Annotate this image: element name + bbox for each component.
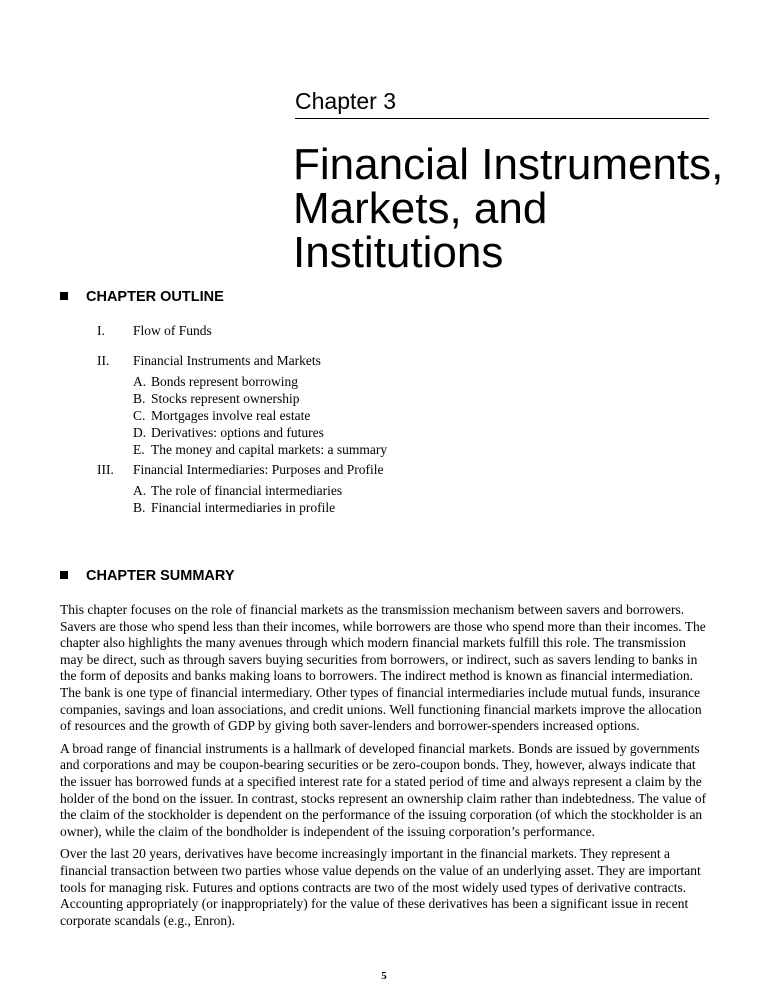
outline-item-text: Financial Intermediaries: Purposes and Profile [133, 462, 384, 477]
outline-item-number: III. [97, 462, 114, 477]
outline-subitem-text: Derivatives: options and futures [151, 425, 324, 440]
outline-item-text: Financial Instruments and Markets [133, 353, 321, 368]
outline-subitem-text: Financial intermediaries in profile [151, 500, 336, 515]
outline-subitem-letter: D. [133, 425, 147, 440]
outline-subitem [133, 373, 697, 390]
outline-subitem-text: Stocks represent ownership [151, 391, 300, 406]
chapter-title-line: Financial Instruments, [293, 140, 724, 189]
outline-subitem-letter: E. [133, 442, 145, 457]
outline-subitem-letter: A. [133, 374, 147, 389]
summary-paragraph: A broad range of financial instruments is a hallmark of developed financial markets. Bonds are issued by governments and corporations and may be coupon-bearing securities or be zero-coupon bonds. They, however, always indicate that the issuer has borrowed funds at a specified interest rate for a stated period of time and always represent a claim by the holder of the bond on the issuer. In contrast, stocks represent an ownership claim rather than indebtedness. The value of the claim of the stockholder is dependent on the performance of the issuing corporation (of which the stockholder is an owner), while the claim of the bondholder is independent of the issuing corporation’s performance. [60, 740, 707, 839]
square-bullet-icon [60, 571, 68, 579]
page-number: 5 [381, 970, 387, 982]
outline-subitem-text: The money and capital markets: a summary [151, 442, 388, 457]
outline-item-number: I. [97, 323, 105, 338]
chapter-title-line: Markets, and [293, 184, 548, 233]
outline-item [97, 352, 697, 458]
outline-subitem [133, 482, 697, 499]
outline-sublist [133, 482, 697, 516]
chapter-title [293, 140, 753, 277]
outline-subitem-text: Bonds represent borrowing [151, 374, 298, 389]
outline-subitem [133, 499, 697, 516]
outline-item-number: II. [97, 353, 110, 368]
summary-paragraph: This chapter focuses on the role of financial markets as the transmission mechanism between savers and borrowers. Savers are those who spend less than their incomes, while borrowers are those who spend more than their incomes. The chapter also highlights the many avenues through which modern financial markets fulfill this role. The transmission may be direct, such as through savers buying securities from borrowers, or indirect, such as savers lending to banks in the form of deposits and banks making loans to borrowers. The indirect method is known as financial intermediation. The bank is one type of financial intermediary. Other types of financial intermediaries include mutual funds, insurance companies, savings and loan associations, and credit unions. Well functioning financial markets improve the allocation of resources and the growth of GDP by giving both saver-lenders and borrower-spenders increased options. [60, 602, 706, 734]
outline-subitem [133, 390, 697, 407]
outline-subitem [133, 441, 697, 458]
chapter-summary [60, 602, 712, 935]
outline-heading [60, 288, 224, 306]
outline-heading-text: CHAPTER OUTLINE [86, 289, 224, 305]
chapter-outline [97, 322, 697, 516]
outline-subitem-letter: B. [133, 391, 146, 406]
outline-subitem-letter: C. [133, 408, 146, 423]
summary-heading [60, 567, 235, 585]
outline-item [97, 461, 697, 516]
summary-heading-text: CHAPTER SUMMARY [86, 568, 235, 584]
outline-sublist [133, 373, 697, 458]
outline-item [97, 322, 697, 339]
outline-subitem-letter: A. [133, 483, 147, 498]
chapter-label: Chapter 3 [295, 88, 709, 119]
summary-paragraph: Over the last 20 years, derivatives have become increasingly important in the financial markets. They represent a financial transaction between two parties whose value depends on the value of an underlying asset. They are important tools for managing risk. Futures and options contracts are two of the most widely used types of derivative contracts. Accounting appropriately (or inappropriately) for the value of these derivatives has been a significant issue in recent corporate scandals (e.g., Enron). [60, 846, 701, 928]
chapter-title-line: Institutions [293, 228, 504, 277]
outline-item-text: Flow of Funds [133, 323, 212, 338]
outline-subitem [133, 407, 697, 424]
outline-subitem-text: The role of financial intermediaries [151, 483, 343, 498]
outline-subitem-letter: B. [133, 500, 146, 515]
square-bullet-icon [60, 292, 68, 300]
outline-subitem-text: Mortgages involve real estate [151, 408, 311, 423]
outline-subitem [133, 424, 697, 441]
